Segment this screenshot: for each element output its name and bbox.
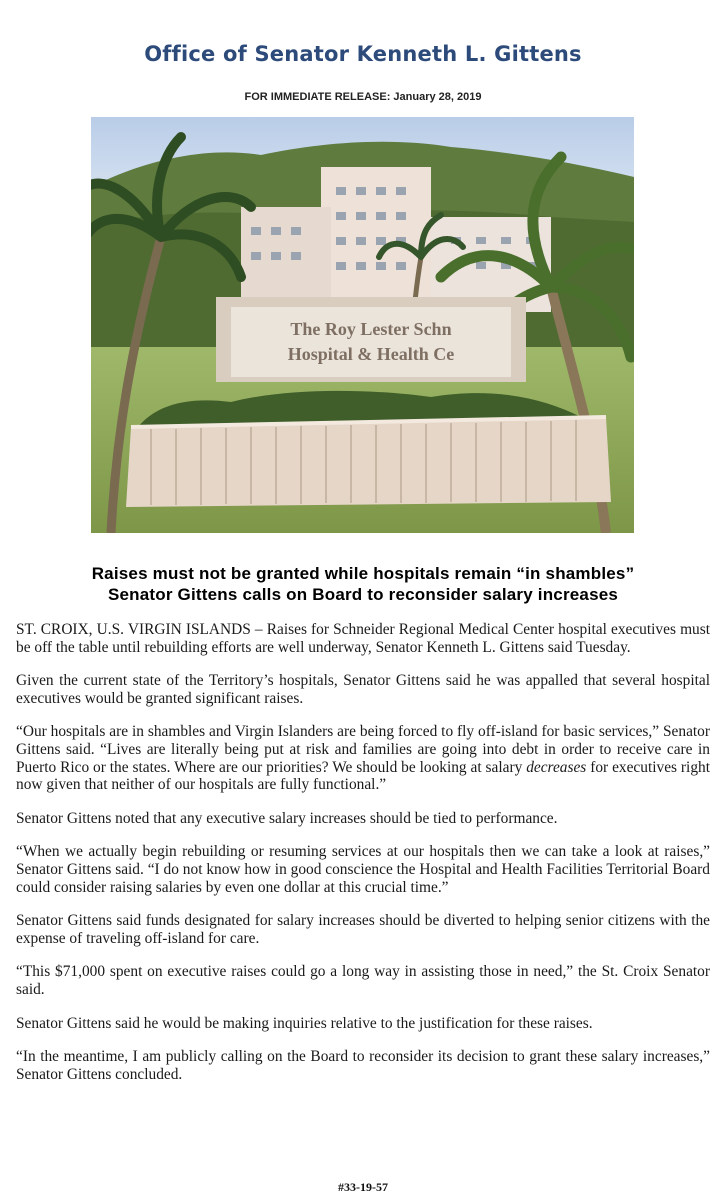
paragraph-9: “In the meantime, I am publicly calling on the Board to reconsider its decision to grant these salary increases,” Senator Gittens concluded. (16, 1048, 710, 1083)
paragraph-4: Senator Gittens noted that any executive salary increases should be tied to performance. (16, 809, 558, 827)
paragraph-3 (16, 723, 710, 793)
paragraph-3-emphasis: decreases (526, 758, 587, 776)
paragraph-8: Senator Gittens said he would be making inquiries relative to the justification for these raises. (16, 1014, 593, 1032)
sign-text-line-2: Hospital & Health Ce (287, 344, 455, 364)
paragraph-2: Given the current state of the Territory’s hospitals, Senator Gittens said he was appalled that several hospital executives would be granted significant raises. (16, 672, 710, 707)
headline-line-2: Senator Gittens calls on Board to reconsider salary increases (107, 585, 619, 604)
release-body (16, 621, 710, 1099)
paragraph-3-end: for executives right now given that neither of our hospitals are fully functional.” (16, 758, 710, 794)
paragraph-1: ST. CROIX, U.S. VIRGIN ISLANDS – Raises for Schneider Regional Medical Center hospital executives must be off the table until rebuilding efforts are well underway, Senator Kenneth L. Gittens said Tuesday. (16, 621, 710, 656)
hospital-sign (216, 297, 526, 382)
paragraph-6: Senator Gittens said funds designated for salary increases should be diverted to helping senior citizens with the expense of traveling off-island for care. (16, 912, 710, 947)
release-date-line: FOR IMMEDIATE RELEASE: January 28, 2019 (244, 91, 482, 103)
photo-planter (126, 417, 611, 507)
headline-line-1: Raises must not be granted while hospitals remain “in shambles” (91, 564, 635, 583)
hospital-photo (91, 117, 634, 533)
headline (0, 563, 726, 605)
sign-text-line-1: The Roy Lester Schn (290, 319, 452, 339)
office-title: Office of Senator Kenneth L. Gittens (144, 42, 582, 66)
paragraph-3-start: “Our hospitals are in shambles and Virgin Islanders are being forced to fly off-island for basic services,” Senator Gittens said. “Lives are literally being put at risk and families are going into debt in order to receive care in Puerto Rico or the states. Where are our priorities? We should be looking at salary (16, 723, 710, 776)
paragraph-5: “When we actually begin rebuilding or resuming services at our hospitals then we can take a look at raises,” Senator Gittens said. “I do not know how in good conscience the Hospital and Health Facilities Territorial Board could consider raising salaries by even one dollar at this crucial time.” (16, 843, 710, 896)
release-code: #33-19-57 (338, 1180, 388, 1194)
paragraph-7: “This $71,000 spent on executive raises could go a long way in assisting those in need,” the St. Croix Senator said. (16, 963, 710, 998)
